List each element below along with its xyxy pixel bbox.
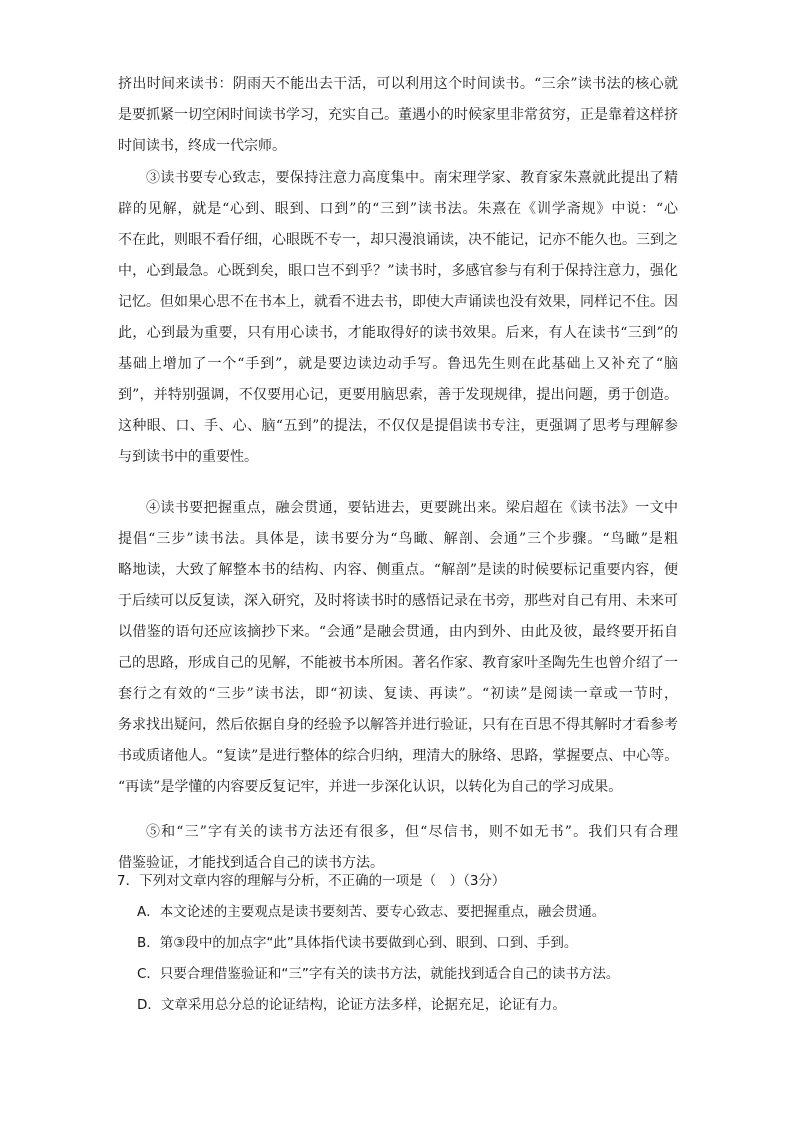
text-line: 不在此，则眼不看仔细，心眼既不专一，却只漫浪诵读，决不能记，记亦不能久也。三到之 bbox=[118, 232, 678, 248]
text-line: 是要抓紧一切空闲时间读书学习，充实自己。董遇小的时候家里非常贫穷，正是靠着这样挤 bbox=[118, 107, 678, 123]
text-line: 以借鉴的语句还应该摘抄下来。“会通”是融会贯通，由内到外、由此及彼，最终要开拓自 bbox=[118, 624, 678, 640]
text-line: 这种眼、口、手、心、脑“五到”的提法，不仅仅是提倡读书专注，更强调了思考与理解参 bbox=[118, 418, 678, 434]
text-line: 略地读，大致了解整本书的结构、内容、侧重点。“解剖”是读的时候要标记重要内容，便 bbox=[118, 562, 678, 578]
question-7 bbox=[117, 866, 717, 897]
text-line: 务求找出疑问，然后依据自身的经验予以解答并进行验证，只有在百思不得其解时才看参考 bbox=[118, 717, 678, 733]
text-line: 套行之有效的“三步”读书法，即“初读、复读、再读”。“初读”是阅读一章或一节时， bbox=[118, 686, 678, 702]
text-line: “再读”是学懂的内容要反复记牢，并进一步深化认识，以转化为自己的学习成果。 bbox=[118, 779, 623, 795]
text-line: 于后续可以反复读，深入研究，及时将读书时的感悟记录在书旁，那些对自己有用、未来可 bbox=[118, 593, 678, 609]
question-options bbox=[137, 897, 697, 1021]
text-line: 时间读书，终成一代宗师。 bbox=[118, 138, 286, 154]
option-a[interactable]: A．本文论述的主要观点是读书要刻苦、要专心致志、要把握重点，融会贯通。 bbox=[137, 904, 606, 920]
text-line: 到”，并特别强调，不仅要用心记，更要用脑思索，善于发现规律，提出问题，勇于创造。 bbox=[118, 387, 678, 403]
text-line: 己的思路，形成自己的见解，不能被书本所困。著名作家、教育家叶圣陶先生也曾介绍了一 bbox=[118, 655, 678, 671]
text-line: 基础上增加了一个“手到”，就是要边读边动手写。鲁迅先生则在此基础上又补充了“脑 bbox=[118, 356, 678, 372]
text-line: 书或质诸他人。“复读”是进行整体的综合归纳，理清大的脉络、思路，掌握要点、中心等。 bbox=[118, 748, 678, 764]
text-line: ④读书要把握重点，融会贯通，要钻进去，更要跳出来。梁启超在《读书法》一文中 bbox=[146, 500, 678, 516]
text-line: 提倡“三步”读书法。具体是，读书要分为“鸟瞰、解剖、会通”三个步骤。“鸟瞰”是粗 bbox=[118, 531, 678, 547]
question-stem: 7．下列对文章内容的理解与分析，不正确的一项是（ ）（3分） bbox=[117, 873, 506, 889]
paragraph-3 bbox=[118, 163, 678, 473]
paragraph-4 bbox=[118, 493, 678, 803]
text-line: 辟的见解，就是“心到、眼到、口到”的“三到”读书法。朱熹在《训学斋规》中说：“心 bbox=[118, 201, 678, 217]
text-line: ③读书要专心致志，要保持注意力高度集中。南宋理学家、教育家朱熹就此提出了精 bbox=[146, 170, 678, 186]
text-line: 与到读书中的重要性。 bbox=[118, 449, 258, 465]
text-line: 此，心到最为重要，只有用心读书，才能取得好的读书效果。后来，有人在读书“三到”的 bbox=[118, 325, 678, 341]
paragraph-intro bbox=[118, 69, 678, 162]
text-line: 记忆。但如果心思不在书本上，就看不进去书，即使大声诵读也没有效果，同样记不住。因 bbox=[118, 294, 678, 310]
option-c[interactable]: C．只要合理借鉴验证和“三”字有关的读书方法，就能找到适合自己的读书方法。 bbox=[137, 966, 620, 982]
option-b[interactable]: B．第③段中的加点字“此”具体指代读书要做到心到、眼到、口到、手到。 bbox=[137, 935, 578, 951]
text-line: 挤出时间来读书：阴雨天不能出去干活，可以利用这个时间读书。“三余”读书法的核心就 bbox=[118, 76, 678, 92]
option-d[interactable]: D．文章采用总分总的论证结构，论证方法多样，论据充足，论证有力。 bbox=[137, 997, 566, 1013]
text-line: 中，心到最急。心既到矣，眼口岂不到乎？”读书时，多感官参与有利于保持注意力，强化 bbox=[118, 263, 678, 279]
text-line: 借鉴验证，才能找到适合自己的读书方法。 bbox=[118, 855, 384, 871]
text-line: ⑤和“三”字有关的读书方法还有很多，但“尽信书，则不如无书”。我们只有合理 bbox=[146, 824, 678, 840]
